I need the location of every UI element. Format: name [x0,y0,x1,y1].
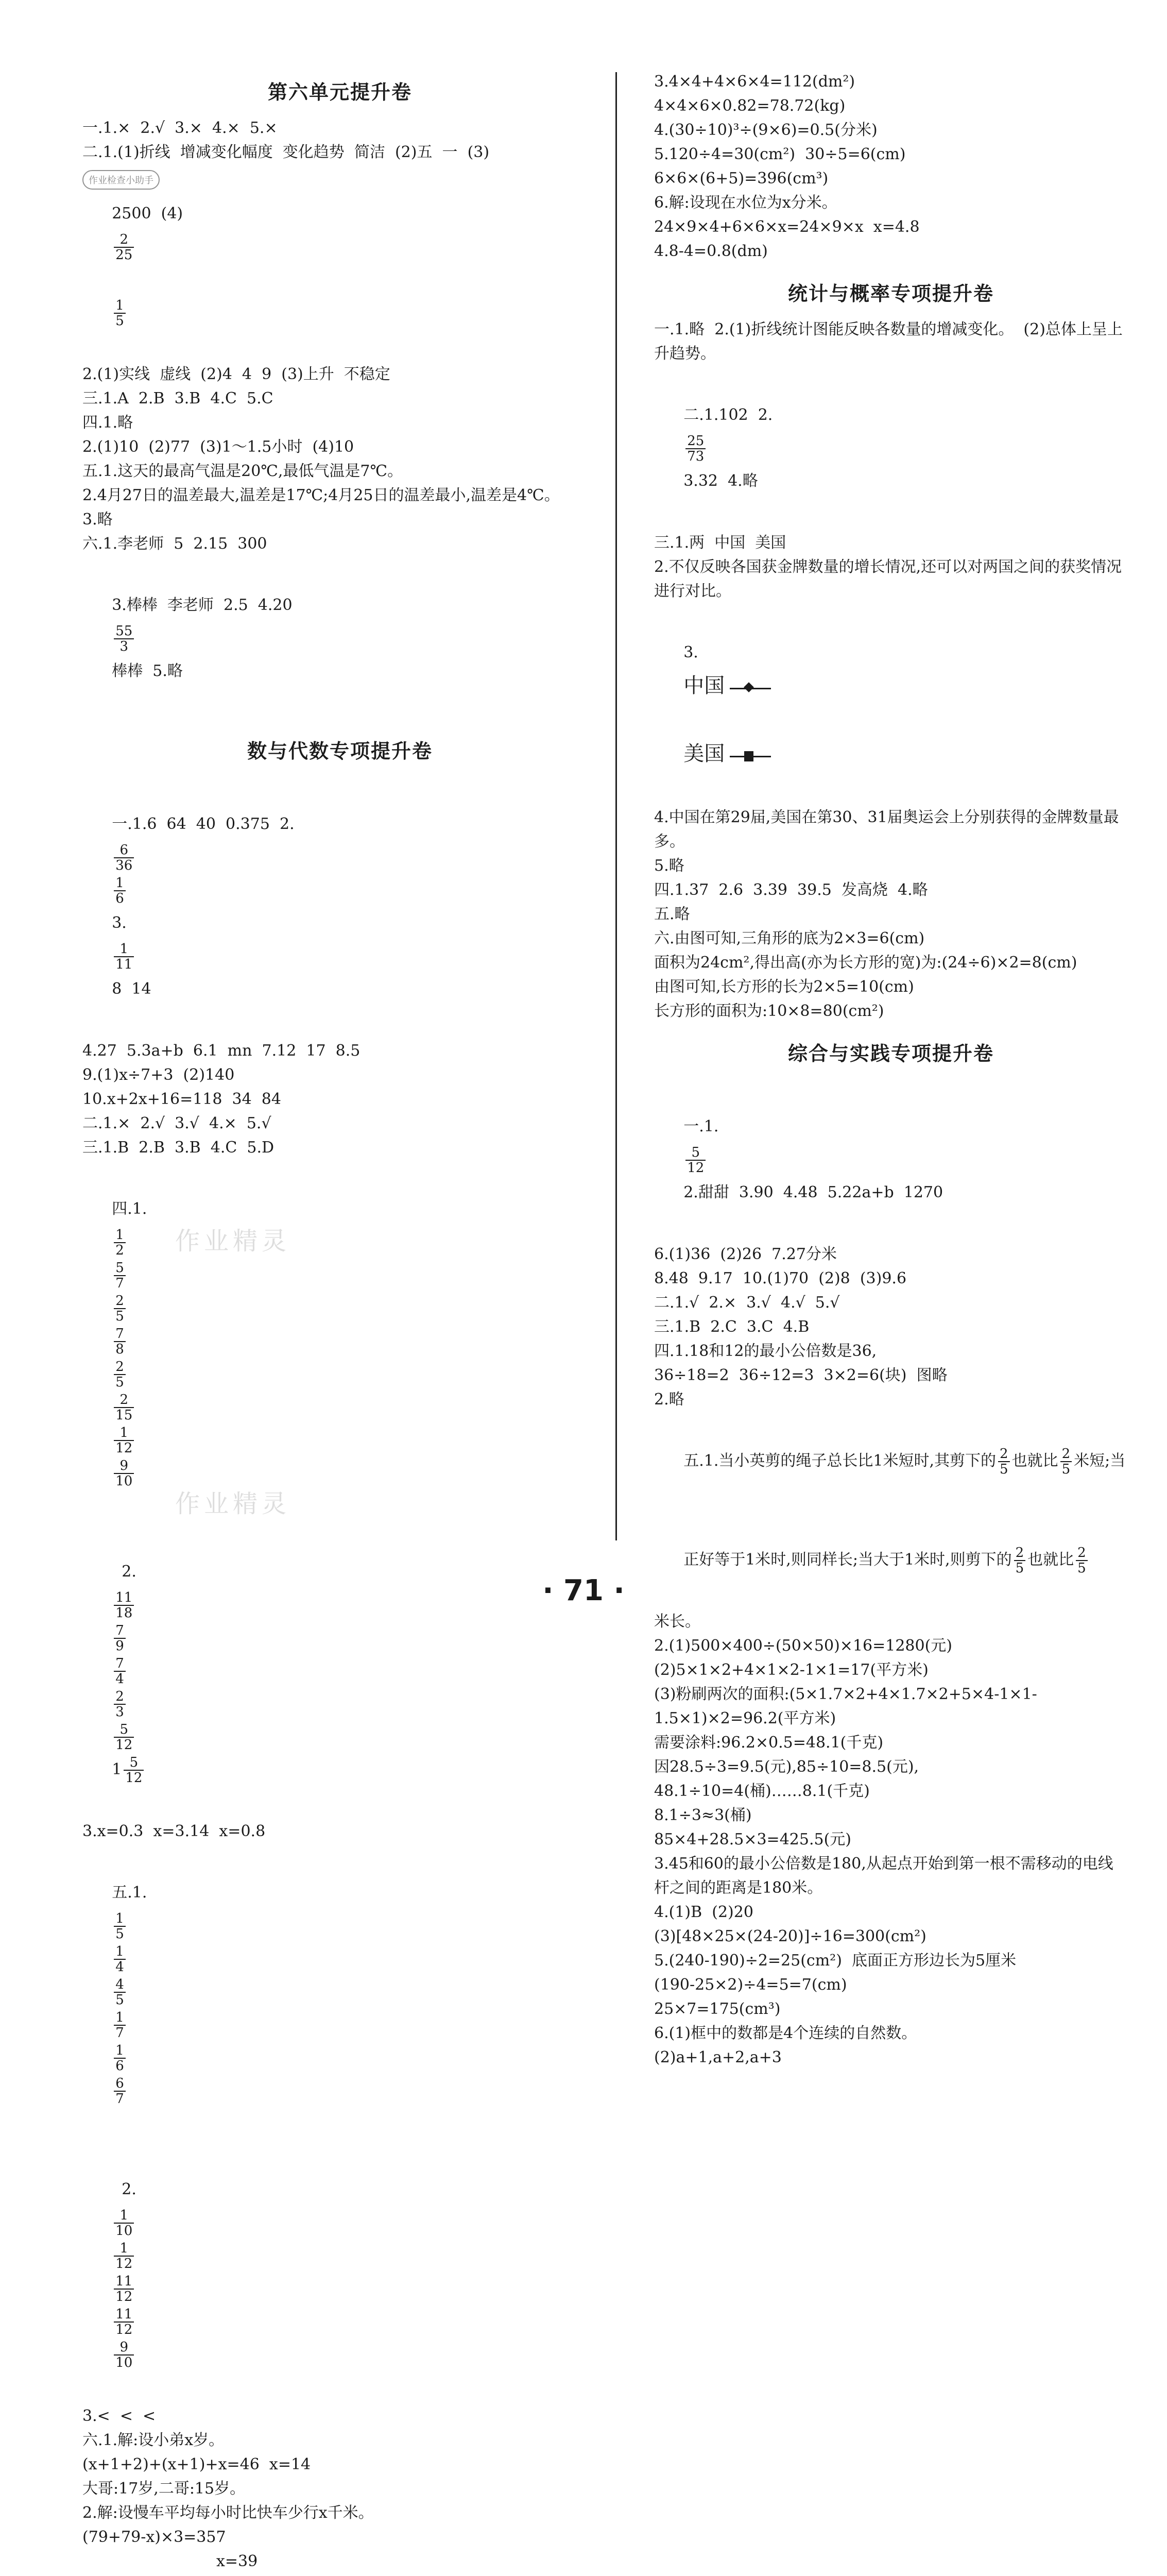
answer-line: (2)5×1×2+4×1×2-1×1=17(平方米) [654,1661,929,1679]
answer-line: 二.1.(1)折线 增减变化幅度 变化趋势 简洁 (2)五 一 (3) [82,143,490,161]
answer-line: 25×7=175(cm³) [654,2000,781,2018]
answer-line: 面积为24cm²,得出高(亦为长方形的宽)为:(24÷6)×2=8(cm) [654,954,1077,972]
answer-line: 4×4×6×0.82=78.72(kg) [654,97,846,115]
legend-line: 3. 中国 美国 [654,603,1128,805]
left-column [82,62,597,2576]
answer-line: 四.1.略 [82,414,133,432]
answer-line: (79+79-x)×3=357 [82,2528,226,2546]
answer-line: 8.48 9.17 10.(1)70 (2)8 (3)9.6 [654,1269,907,1287]
fraction-row: 2. $\frac{1}{10}$ $\frac{1}{12}$ $\frac{11}{12}$ $\frac{11}{12}$ $\frac{9}{10}$ [82,2140,597,2404]
handwritten-stamp: 作业检查小助手 [82,170,160,190]
answer-line: 9.(1)x÷7+3 (2)140 [82,1066,235,1084]
answer-line: 2.不仅反映各国获金牌数量的增长情况,还可以对两国之间的获奖情况进行对比。 [654,558,1122,600]
answer-line: 10.x+2x+16=118 34 84 [82,1090,281,1108]
answer-line: 由图可知,长方形的长为2×5=10(cm) [654,978,914,996]
answer-line: 6.解:设现在水位为x分米。 [654,194,837,212]
answer-line: 一.1.× 2.√ 3.× 4.× 5.× [82,119,278,137]
answer-line: 一.1.6 64 40 0.375 2. $\frac{6}{36}$ $\frac{1}{6}$ 3. $\frac{1}{11}$ 8 14 [112,815,295,998]
answer-line: 6.(1)36 (2)26 7.27分米 [654,1245,837,1263]
answer-line: 3.< < < [82,2407,156,2425]
section-title-algebra: 数与代数专项提升卷 [247,740,433,762]
answer-line: 2.(1)500×400÷(50×50)×16=1280(元) [654,1637,953,1655]
answer-line: 六.1.解:设小弟x岁。 [82,2431,225,2449]
answer-line [82,2573,597,2576]
answer-line: (190-25×2)÷4=5=7(cm) [654,1976,847,1994]
answer-line: (3)粉刷两次的面积:(5×1.7×2+4×1.7×2+5×4-1×1-1.5×1)×2=96.2(平方米) [654,1685,1037,1727]
answer-line: 2.略 [654,1391,684,1409]
answer-line: 大哥:17岁,二哥:15岁。 [82,2480,246,2498]
fraction: $\frac{55}{3}$ [114,624,134,654]
section-title-unit6: 第六单元提升卷 [267,81,412,104]
answer-line: 四.1.37 2.6 3.39 39.5 发高烧 4.略 [654,881,928,899]
answer-line: 2500 (4) $\frac{2}{25}$ $\frac{1}{5}$ [112,205,183,329]
answer-line: 3.x=0.3 x=3.14 x=0.8 [82,1822,266,1840]
answer-line: 三.1.B 2.B 3.B 4.C 5.D [82,1139,274,1157]
answer-line: 24×9×4+6×6×x=24×9×x x=4.8 [654,218,920,236]
answer-line: 4.中国在第29届,美国在第30、31届奥运会上分别获得的金牌数量最多。 [654,808,1119,851]
answer-line: 48.1÷10=4(桶)……8.1(千克) [654,1782,870,1800]
answer-line: 二.1.× 2.√ 3.√ 4.× 5.√ [82,1114,271,1132]
fraction: $\frac{2}{25}$ [114,232,134,262]
answer-line: 五.1.这天的最高气温是20℃,最低气温是7℃。 [82,462,403,480]
watermark: 作业精灵 [175,1227,291,1256]
answer-line: 3.略 [82,511,113,529]
answer-line: 36÷18=2 36÷12=3 3×2=6(块) 图略 [654,1366,948,1384]
answer-line: 5.120÷4=30(cm²) 30÷5=6(cm) [654,145,906,163]
answer-line: 2.4月27日的温差最大,温差是17℃;4月25日的温差最小,温差是4℃。 [82,486,560,504]
answer-line: 6×6×(6+5)=396(cm³) [654,170,829,188]
watermark: 作业精灵 [175,1489,291,1518]
answer-line: 2.(1)10 (2)77 (3)1～1.5小时 (4)10 [82,438,354,456]
answer-line: 二.1.102 2. $\frac{25}{73}$ 3.32 4.略 [683,406,773,490]
answer-line: 六.1.李老师 5 2.15 300 [82,535,267,553]
diamond-marker-icon [730,688,771,689]
answer-line: 因28.5÷3=9.5(元),85÷10=8.5(元), [654,1758,919,1776]
answer-line: 2.解:设慢车平均每小时比快车少行x千米。 [82,2504,374,2522]
fraction-row: 四.1. $\frac{1}{2}$ $\frac{5}{7}$ $\frac{2}{5}$ $\frac{7}{8}$ $\frac{2}{5}$ $\frac{2}{15}$ $\frac{1}{12}$ $\frac{9}{10}$ [112,1200,147,1489]
answer-line: 二.1.√ 2.× 3.√ 4.√ 5.√ [654,1294,840,1312]
page-number: · 71 · [542,1574,625,1607]
answer-line: 6.(1)框中的数都是4个连续的自然数。 [654,2024,917,2042]
answer-line: 4.(1)B (2)20 [654,1903,753,1921]
answer-line: 正好等于1米时,则同样长;当大于1米时,则剪下的 $\frac{2}{5}$ 也就比 $\frac{2}{5}$ [654,1511,1128,1609]
answer-line: 三.1.两 中国 美国 [654,534,786,552]
answer-line: 五.略 [654,905,690,923]
section-title-statistics: 统计与概率专项提升卷 [787,282,994,305]
answer-line: 3.棒棒 李老师 2.5 4.20 $\frac{55}{3}$ 棒棒 5.略 [112,596,293,680]
answer-line: (x+1+2)+(x+1)+x=46 x=14 [82,2455,311,2473]
answer-line: 8.1÷3≈3(桶) [654,1806,752,1824]
answer-line: (2)a+1,a+2,a+3 [654,2048,782,2066]
answer-line: x=39 [216,2552,258,2570]
right-column [654,70,1128,2070]
answer-line: 3.4×4+4×6×4=112(dm²) [654,73,855,91]
answer-line: 4.(30÷10)³÷(9×6)=0.5(分米) [654,121,878,139]
answer-line: 5.(240-190)÷2=25(cm²) 底面正方形边长为5厘米 [654,1952,1017,1970]
answer-line: 3.45和60的最小公倍数是180,从起点开始到第一根不需移动的电线杆之间的距离是180米。 [654,1855,1113,1897]
answer-line: 四.1.18和12的最小公倍数是36, [654,1342,877,1360]
answer-line: 5.略 [654,857,684,875]
answer-line: 五.1.当小英剪的绳子总长比1米短时,其剪下的 $\frac{2}{5}$ 也就比 $\frac{2}{5}$ 米短;当 [683,1446,1126,1477]
answer-line: 米长。 [654,1613,700,1631]
answer-line: (3)[48×25×(24-20)]÷16=300(cm²) [654,1927,926,1945]
answer-line: 2.(1)实线 虚线 (2)4 4 9 (3)上升 不稳定 [82,365,390,383]
answer-line: 六.由图可知,三角形的底为2×3=6(cm) [654,929,925,947]
answer-line: 需要涂料:96.2×0.5=48.1(千克) [654,1734,884,1752]
answer-line: 一.1. $\frac{5}{12}$ 2.甜甜 3.90 4.48 5.22a+b 1270 [683,1117,943,1201]
fraction: $\frac{1}{5}$ [114,298,126,328]
fraction-row: 五.1. $\frac{1}{5}$ $\frac{1}{4}$ $\frac{4}{5}$ $\frac{1}{7}$ $\frac{1}{6}$ $\frac{6}{7}$ [112,1884,147,2107]
answer-line: 4.27 5.3a+b 6.1 mn 7.12 17 8.5 [82,1042,361,1060]
fraction-row: 2. $\frac{11}{18}$ $\frac{7}{9}$ $\frac{7}{4}$ $\frac{2}{3}$ $\frac{5}{12}$ 1 $\frac{5}{12}$ [82,1522,597,1819]
section-title-practice: 综合与实践专项提升卷 [787,1042,994,1065]
answer-line: 三.1.B 2.C 3.C 4.B [654,1318,810,1336]
answer-line: 85×4+28.5×3=425.5(元) [654,1831,851,1849]
column-divider [615,72,617,1540]
answer-line: 长方形的面积为:10×8=80(cm²) [654,1002,884,1020]
answer-line: 一.1.略 2.(1)折线统计图能反映各数量的增减变化。 (2)总体上呈上升趋势。 [654,320,1123,363]
answer-line: 三.1.A 2.B 3.B 4.C 5.C [82,389,273,408]
answer-line: 4.8-4=0.8(dm) [654,242,768,260]
square-marker-icon [730,756,771,757]
